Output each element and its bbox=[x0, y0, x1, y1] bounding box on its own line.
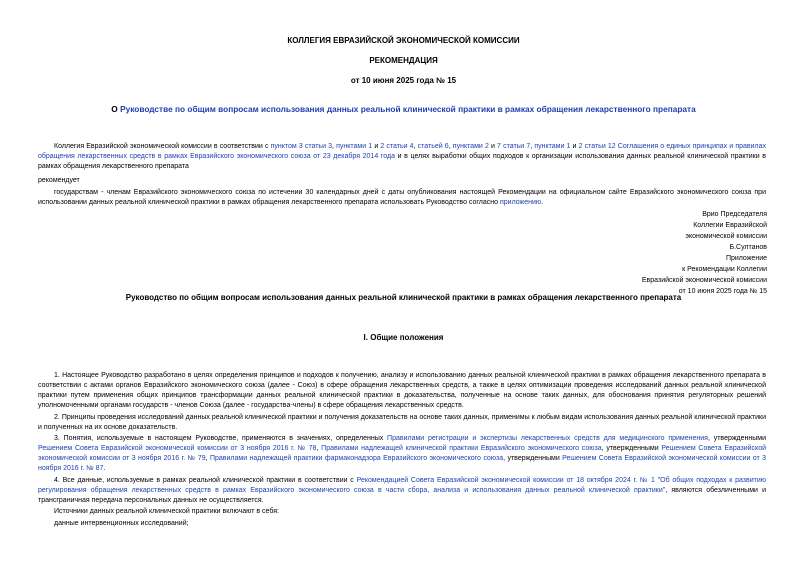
appendix-date: от 10 июня 2025 года № 15 bbox=[678, 288, 767, 295]
org-heading: КОЛЛЕГИЯ ЕВРАЗИЙСКОЙ ЭКОНОМИЧЕСКОЙ КОМИССИИ bbox=[287, 36, 520, 45]
appendix-link[interactable]: приложению bbox=[499, 199, 542, 206]
paragraph-6: данные интервенционных исследований; bbox=[54, 520, 189, 527]
p4-text: , являются обезличенными и трансграничная передача персональных данных не осуществляется. bbox=[38, 487, 766, 504]
section-heading: I. Общие положения bbox=[363, 333, 444, 342]
preamble-text: , bbox=[332, 143, 337, 150]
p3-text: , bbox=[316, 445, 322, 452]
doc-title-prefix: О bbox=[111, 104, 121, 114]
doc-date-heading: от 10 июня 2025 года № 15 bbox=[350, 76, 457, 85]
p3-link[interactable]: Правилами надлежащей практики фармаконадзора Евразийского экономического союза bbox=[209, 455, 504, 462]
p3-link[interactable]: Правилами регистрации и экспертизы лекарственных средств для медицинского применения bbox=[387, 435, 708, 442]
signatory-name: Б.Султанов bbox=[729, 244, 767, 251]
signature-block bbox=[507, 209, 767, 297]
paragraph-2: 2. Принципы проведения исследований данных реальной клинической практики и получения доказательств на основе таких данных, применимы к любым видам использования данных реальной клинической практики и полученных на их основе доказательств. bbox=[38, 414, 766, 431]
p3-text: . bbox=[103, 465, 106, 472]
preamble-text: , bbox=[413, 143, 418, 150]
signature-line: Врио Председателя bbox=[702, 211, 767, 218]
recommendation-body bbox=[38, 188, 766, 208]
preamble-text: Коллегия Евразийской экономической комиссии в соответствии с bbox=[54, 143, 271, 150]
p3-link[interactable]: Решением Совета Евразийской экономической комиссии от 3 ноября 2016 г. № 87 bbox=[38, 455, 766, 472]
p3-link[interactable]: Решением Совета Евразийской экономической комиссии от 3 ноября 2016 г. № 78 bbox=[38, 445, 317, 452]
paragraph-3 bbox=[38, 434, 766, 474]
preamble-text: и в целях выработки общих подходов к организации использования данных реальной клинической практики в рамках обращения лекарственного препарата bbox=[38, 153, 767, 170]
appendix-label: Приложение bbox=[725, 255, 767, 262]
p3-link[interactable]: Правилами надлежащей клинической практики Евразийского экономического союза bbox=[321, 445, 602, 452]
doc-type-heading: РЕКОМЕНДАЦИЯ bbox=[369, 56, 438, 65]
preamble-link[interactable]: 2 статьи 4 bbox=[380, 143, 414, 150]
p3-text: , утвержденными bbox=[503, 455, 563, 462]
p3-link[interactable]: Решением Совета Евразийской экономической комиссии от 3 ноября 2016 г. № 79 bbox=[38, 445, 766, 462]
preamble-link[interactable]: пунктом 3 статьи 3 bbox=[270, 143, 333, 150]
p3-text: 3. Понятия, используемые в настоящем Руководстве, применяются в значениях, определенных bbox=[54, 435, 388, 442]
preamble-link[interactable]: 2 статьи 12 Соглашения о единых принципах и правилах обращения лекарственных средств в рамках Евразийского экономического союза от 23 декабря 2014 года bbox=[38, 143, 767, 160]
p4-text: 4. Все данные, используемые в рамках реальной клинической практики в соответствии с bbox=[54, 477, 357, 484]
preamble-text: и bbox=[372, 143, 381, 150]
paragraph-4 bbox=[38, 476, 766, 506]
guide-title: Руководство по общим вопросам использования данных реальной клинической практики в рамках обращения лекарственного препарата bbox=[125, 293, 682, 302]
body-text: государствам - членам Евразийского экономического союза по истечении 30 календарных дней с даты опубликования настоящей Рекомендации на официальном сайте Евразийского экономического союза при использовании данных реальной клинической практики в рамках обращения лекарственного препарата использовать Руководство согласно bbox=[38, 189, 766, 206]
paragraph-1: 1. Настоящее Руководство разработано в целях определения принципов и подходов к получению, анализу и использованию данных реальной клинической практики в рамках обращения лекарственного препарата в соответствии с актами органов Евразийского экономического союза (далее - Союз) в сфере обращения лекарственных средств, а также в целях оптимизации проведения исследований данных реальной клинической практики путем применения общих принципов трансформации данных реальной клинической практики в доказательства, полученные на основе таких данных, для обоснования принятия регуляторных решений уполномоченными органами государств - членов Союза (далее - государства-члены) в сфере обращения лекарственных средств. bbox=[38, 372, 766, 409]
preamble-paragraph bbox=[38, 142, 766, 172]
p3-text: , bbox=[205, 455, 210, 462]
paragraph-5: Источники данных реальной клинической практики включают в себя: bbox=[54, 508, 279, 515]
recommends-word: рекомендует bbox=[38, 177, 80, 184]
preamble-link[interactable]: 7 статьи 7 bbox=[497, 143, 531, 150]
body-text: . bbox=[541, 199, 544, 206]
p3-text: , утвержденными bbox=[601, 445, 662, 452]
signature-line: экономической комиссии bbox=[685, 233, 767, 240]
preamble-link[interactable]: пунктами 1 bbox=[336, 143, 373, 150]
p4-link[interactable]: Рекомендацией Совета Евразийской экономической комиссии от 18 октября 2024 г. № 1 "Об общих подходах к развитию регулирования обращения лекарственных средств в рамках Евразийского экономического союза в части сбора, анализа и использования данных реальной клинической практики" bbox=[38, 477, 767, 494]
preamble-link[interactable]: статьей 6 bbox=[417, 143, 449, 150]
preamble-text: и bbox=[570, 143, 579, 150]
appendix-line: Евразийской экономической комиссии bbox=[641, 277, 767, 284]
preamble-text: , bbox=[448, 143, 453, 150]
preamble-text: , bbox=[530, 143, 535, 150]
appendix-line: к Рекомендации Коллегии bbox=[682, 266, 767, 273]
doc-title bbox=[0, 104, 807, 114]
signature-line: Коллегии Евразийской bbox=[693, 222, 767, 229]
preamble-link[interactable]: пунктами 1 bbox=[534, 143, 571, 150]
p3-text: , утвержденными bbox=[707, 435, 766, 442]
doc-title-link[interactable]: Руководстве по общим вопросам использования данных реальной клинической практики в рамках обращения лекарственного препарата bbox=[120, 104, 696, 114]
preamble-text: и bbox=[488, 143, 498, 150]
preamble-link[interactable]: пунктами 2 bbox=[452, 143, 489, 150]
